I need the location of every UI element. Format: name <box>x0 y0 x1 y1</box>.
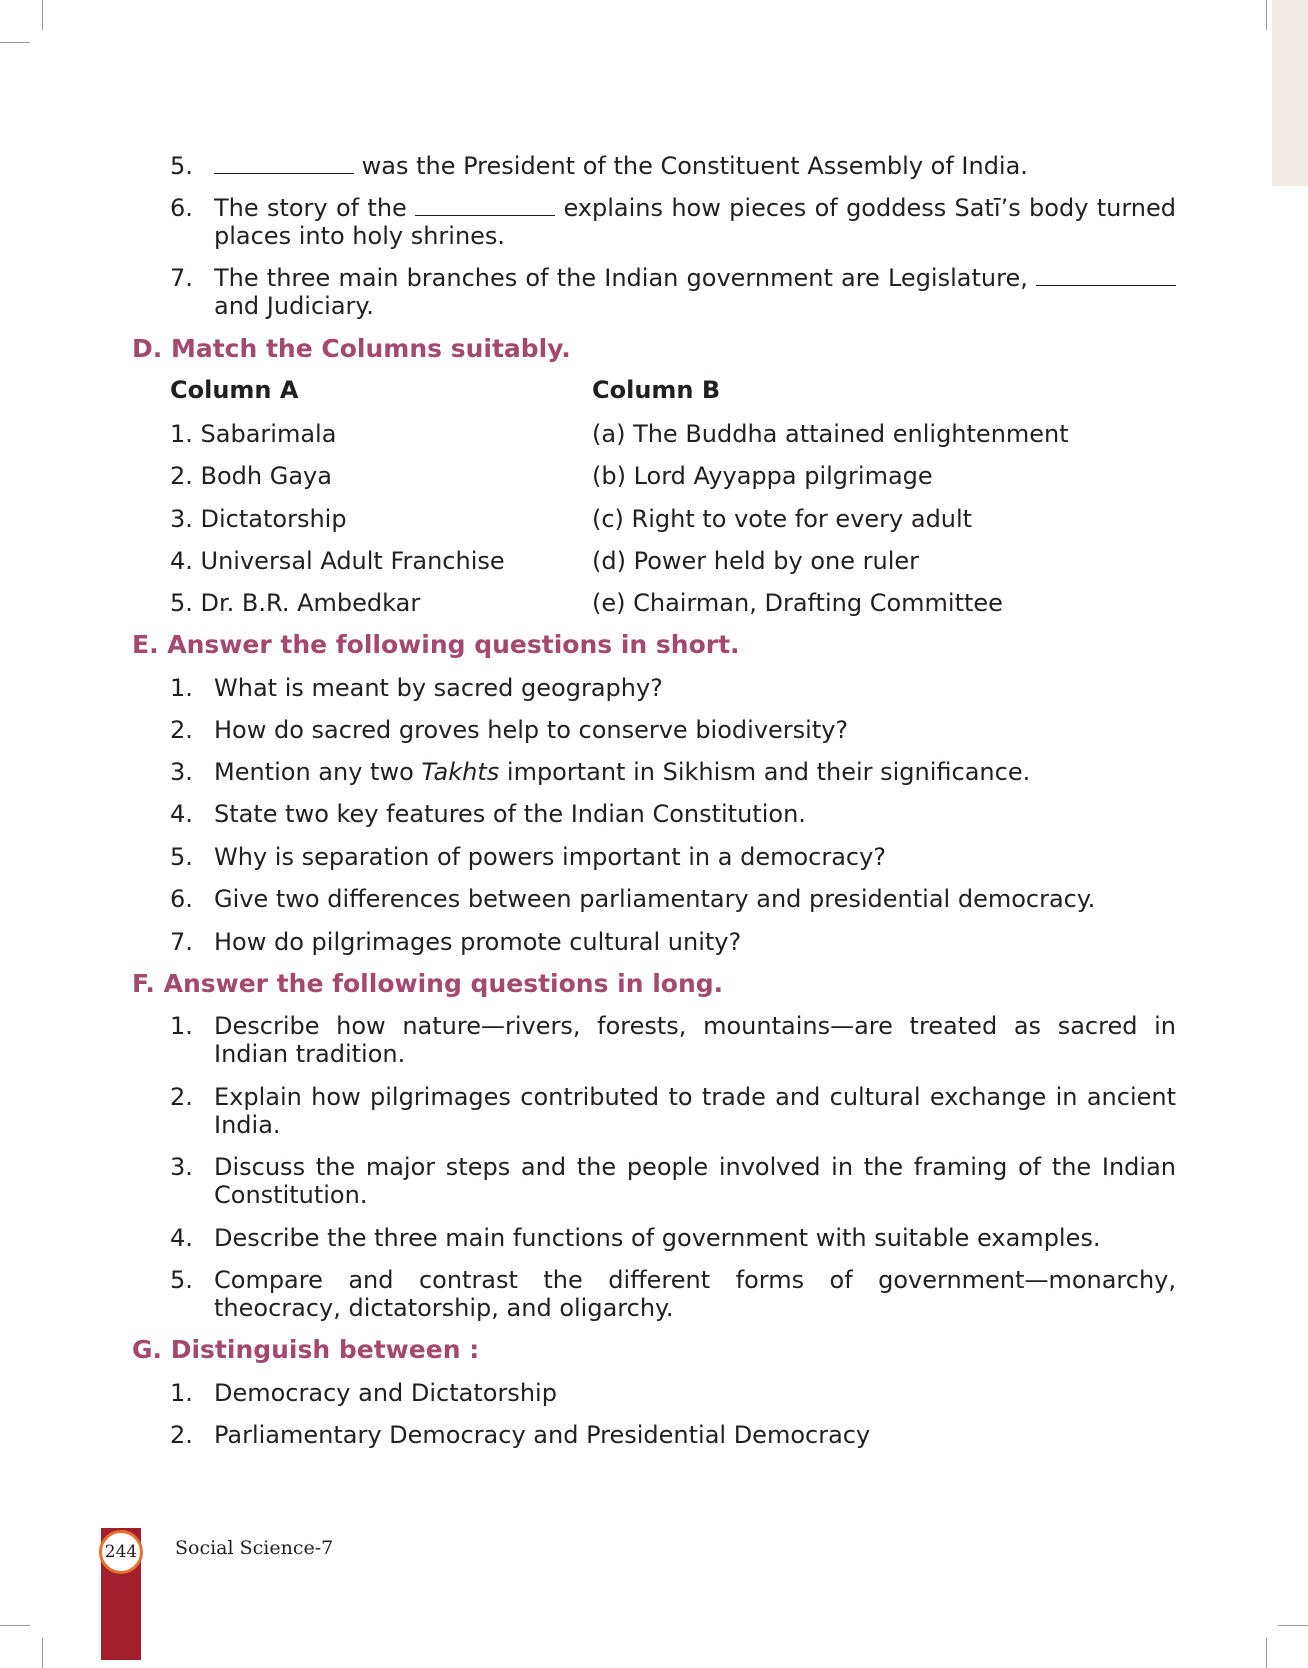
section-d-heading: D. Match the Columns suitably. <box>132 334 571 363</box>
fill-blank-item <box>170 152 1176 180</box>
book-title: Social Science-7 <box>175 1537 334 1559</box>
item-text-italic: Takhts <box>421 758 500 786</box>
item-text: Describe how nature—rivers, forests, mountains—are treated as sacred in Indian tradition. <box>214 1012 1176 1068</box>
column-a-item: 2. Bodh Gaya <box>170 462 332 490</box>
item-text: Compare and contrast the different forms of government—monarchy, theocracy, dictatorship, and oligarchy. <box>214 1266 1176 1322</box>
column-a-header: Column A <box>170 376 299 404</box>
item-number: 6. <box>170 885 193 913</box>
column-a-item: 3. Dictatorship <box>170 505 347 533</box>
item-text: The three main branches of the Indian government are Legislature, <box>214 264 1036 292</box>
answer-blank <box>1036 265 1176 286</box>
item-text: important in Sikhism and their significance. <box>499 758 1031 786</box>
crop-mark <box>42 0 43 30</box>
fill-blank-item <box>170 194 1176 250</box>
answer-blank <box>214 153 354 174</box>
item-number: 3. <box>170 1153 193 1181</box>
item-number: 1. <box>170 1012 193 1040</box>
crop-mark <box>42 1638 43 1668</box>
item-text: The story of the <box>214 194 416 222</box>
question-item <box>170 716 1176 744</box>
crop-mark <box>0 1625 30 1626</box>
column-b-item: (a) The Buddha attained enlightenment <box>592 420 1069 448</box>
item-text: What is meant by sacred geography? <box>214 674 663 702</box>
column-a-item: 4. Universal Adult Franchise <box>170 547 505 575</box>
question-item <box>170 1083 1176 1139</box>
section-f-heading: F. Answer the following questions in long. <box>132 969 724 998</box>
question-item <box>170 1153 1176 1209</box>
item-text: Describe the three main functions of government with suitable examples. <box>214 1224 1101 1252</box>
item-number: 1. <box>170 1379 193 1407</box>
page-number: 244 <box>99 1530 143 1574</box>
item-number: 5. <box>170 152 193 180</box>
crop-mark <box>1278 1625 1308 1626</box>
item-text: Why is separation of powers important in a democracy? <box>214 843 887 871</box>
item-number: 4. <box>170 1224 193 1252</box>
item-text: explains how pieces of goddess Satī’s body turned places into holy shrines. <box>214 194 1176 250</box>
question-item <box>170 674 1176 702</box>
question-item <box>170 1224 1176 1252</box>
question-item <box>170 1266 1176 1322</box>
question-item <box>170 885 1176 913</box>
item-text: Mention any two <box>214 758 422 786</box>
item-number: 6. <box>170 194 193 222</box>
section-e-heading: E. Answer the following questions in short. <box>132 630 740 659</box>
column-b-item: (d) Power held by one ruler <box>592 547 920 575</box>
column-a-item: 5. Dr. B.R. Ambedkar <box>170 589 421 617</box>
item-number: 7. <box>170 264 193 292</box>
question-item <box>170 928 1176 956</box>
column-b-item: (b) Lord Ayyappa pilgrimage <box>592 462 933 490</box>
item-number: 5. <box>170 843 193 871</box>
item-number: 2. <box>170 1421 193 1449</box>
column-b-header: Column B <box>592 376 721 404</box>
column-b-item: (c) Right to vote for every adult <box>592 505 973 533</box>
item-text: State two key features of the Indian Constitution. <box>214 800 806 828</box>
item-text: Explain how pilgrimages contributed to trade and cultural exchange in ancient India. <box>214 1083 1176 1139</box>
column-a-item: 1. Sabarimala <box>170 420 337 448</box>
fill-blank-item <box>170 264 1176 320</box>
question-item <box>170 1012 1176 1068</box>
crop-mark <box>0 42 30 43</box>
question-item <box>170 800 1176 828</box>
item-number: 4. <box>170 800 193 828</box>
section-g-heading: G. Distinguish between : <box>132 1335 480 1364</box>
question-item <box>170 843 1176 871</box>
item-number: 2. <box>170 716 193 744</box>
item-number: 2. <box>170 1083 193 1111</box>
item-number: 7. <box>170 928 193 956</box>
item-text: Parliamentary Democracy and Presidential Democracy <box>214 1421 871 1449</box>
item-text: How do sacred groves help to conserve biodiversity? <box>214 716 849 744</box>
column-b-item: (e) Chairman, Drafting Committee <box>592 589 1003 617</box>
item-text: Give two differences between parliamentary and presidential democracy. <box>214 885 1096 913</box>
page-edge-tab <box>1272 0 1308 186</box>
item-text: and Judiciary. <box>214 292 374 320</box>
question-item <box>170 1379 1176 1407</box>
crop-mark <box>1266 0 1267 30</box>
item-number: 3. <box>170 758 193 786</box>
item-number: 5. <box>170 1266 193 1294</box>
item-text: Democracy and Dictatorship <box>214 1379 557 1407</box>
item-text: was the President of the Constituent Assembly of India. <box>354 152 1028 180</box>
question-item <box>170 758 1176 786</box>
item-text: Discuss the major steps and the people involved in the framing of the Indian Constitution. <box>214 1153 1176 1209</box>
item-text: How do pilgrimages promote cultural unity? <box>214 928 742 956</box>
crop-mark <box>1266 1638 1267 1668</box>
question-item <box>170 1421 1176 1449</box>
answer-blank <box>415 195 555 216</box>
item-number: 1. <box>170 674 193 702</box>
